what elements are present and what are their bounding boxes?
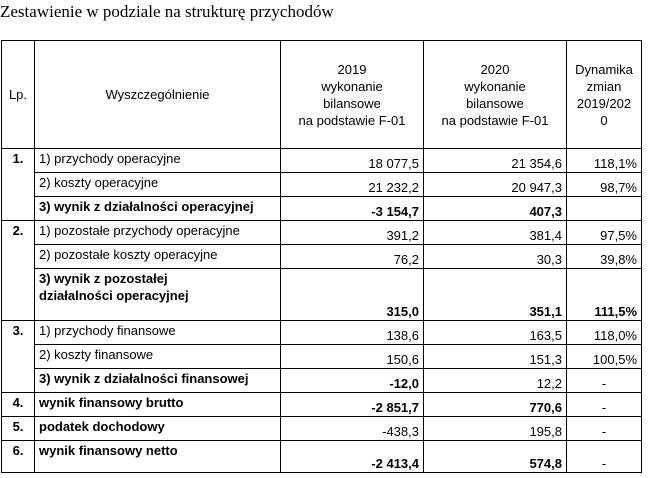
table-row [2,173,642,197]
value-2019: 21 232,2 [281,173,424,197]
value-dynamics: 111,5% [567,269,642,321]
value-2019: 150,6 [281,345,424,369]
row-number: 2. [2,221,35,321]
row-number: 6. [2,441,35,473]
value-2020: 163,5 [424,321,567,345]
value-2020: 20 947,3 [424,173,567,197]
header-dynamics: Dynamika zmian 2019/202 0 [567,41,642,149]
table-row [2,393,642,417]
value-dynamics: 98,7% [567,173,642,197]
value-2020: 30,3 [424,245,567,269]
value-2019: -2 851,7 [281,393,424,417]
header-row [2,41,642,149]
value-2020: 407,3 [424,197,567,221]
value-dynamics: - [567,393,642,417]
header-name: Wyszczególnienie [35,41,281,149]
value-dynamics: - [567,417,642,441]
value-2019: 76,2 [281,245,424,269]
value-dynamics: 97,5% [567,221,642,245]
value-2020: 770,6 [424,393,567,417]
table-row [2,345,642,369]
row-label: 2) koszty finansowe [35,345,281,369]
table-row [2,417,642,441]
row-label: podatek dochodowy [35,417,281,441]
row-number: 1. [2,149,35,221]
table-row [2,441,642,473]
row-label: 1) pozostałe przychody operacyjne [35,221,281,245]
row-label: wynik finansowy netto [35,441,281,473]
value-2019: -438,3 [281,417,424,441]
value-dynamics: 39,8% [567,245,642,269]
table-row [2,245,642,269]
value-2020: 21 354,6 [424,149,567,173]
value-2020: 381,4 [424,221,567,245]
revenue-structure-table [1,40,642,473]
row-label: 3) wynik z działalności operacyjnej [35,197,281,221]
row-number: 4. [2,393,35,417]
table-row [2,197,642,221]
value-2020: 351,1 [424,269,567,321]
value-dynamics: 118,0% [567,321,642,345]
table-row [2,269,642,321]
value-2019: -2 413,4 [281,441,424,473]
row-label: 2) pozostałe koszty operacyjne [35,245,281,269]
row-number: 5. [2,417,35,441]
header-lp: Lp. [2,41,35,149]
row-label: wynik finansowy brutto [35,393,281,417]
table-row [2,321,642,345]
value-2020: 195,8 [424,417,567,441]
header-2019: 2019 wykonanie bilansowe na podstawie F-01 [281,41,424,149]
page-title: Zestawienie w podziale na strukturę przychodów [0,2,334,21]
value-dynamics [567,197,642,221]
value-2019: 18 077,5 [281,149,424,173]
value-2019: 391,2 [281,221,424,245]
row-label: 3) wynik z działalności finansowej [35,369,281,393]
value-dynamics: - [567,441,642,473]
row-label: 3) wynik z pozostałej działalności operacyjnej [35,269,281,321]
table-row [2,221,642,245]
table-row [2,149,642,173]
value-dynamics: 100,5% [567,345,642,369]
table-row [2,369,642,393]
value-dynamics: - [567,369,642,393]
value-2019: -3 154,7 [281,197,424,221]
value-dynamics: 118,1% [567,149,642,173]
value-2019: -12,0 [281,369,424,393]
row-label: 1) przychody operacyjne [35,149,281,173]
row-label: 2) koszty operacyjne [35,173,281,197]
header-2020: 2020 wykonanie bilansowe na podstawie F-01 [424,41,567,149]
value-2020: 12,2 [424,369,567,393]
row-label: 1) przychody finansowe [35,321,281,345]
row-number: 3. [2,321,35,393]
value-2019: 138,6 [281,321,424,345]
value-2020: 574,8 [424,441,567,473]
value-2020: 151,3 [424,345,567,369]
value-2019: 315,0 [281,269,424,321]
